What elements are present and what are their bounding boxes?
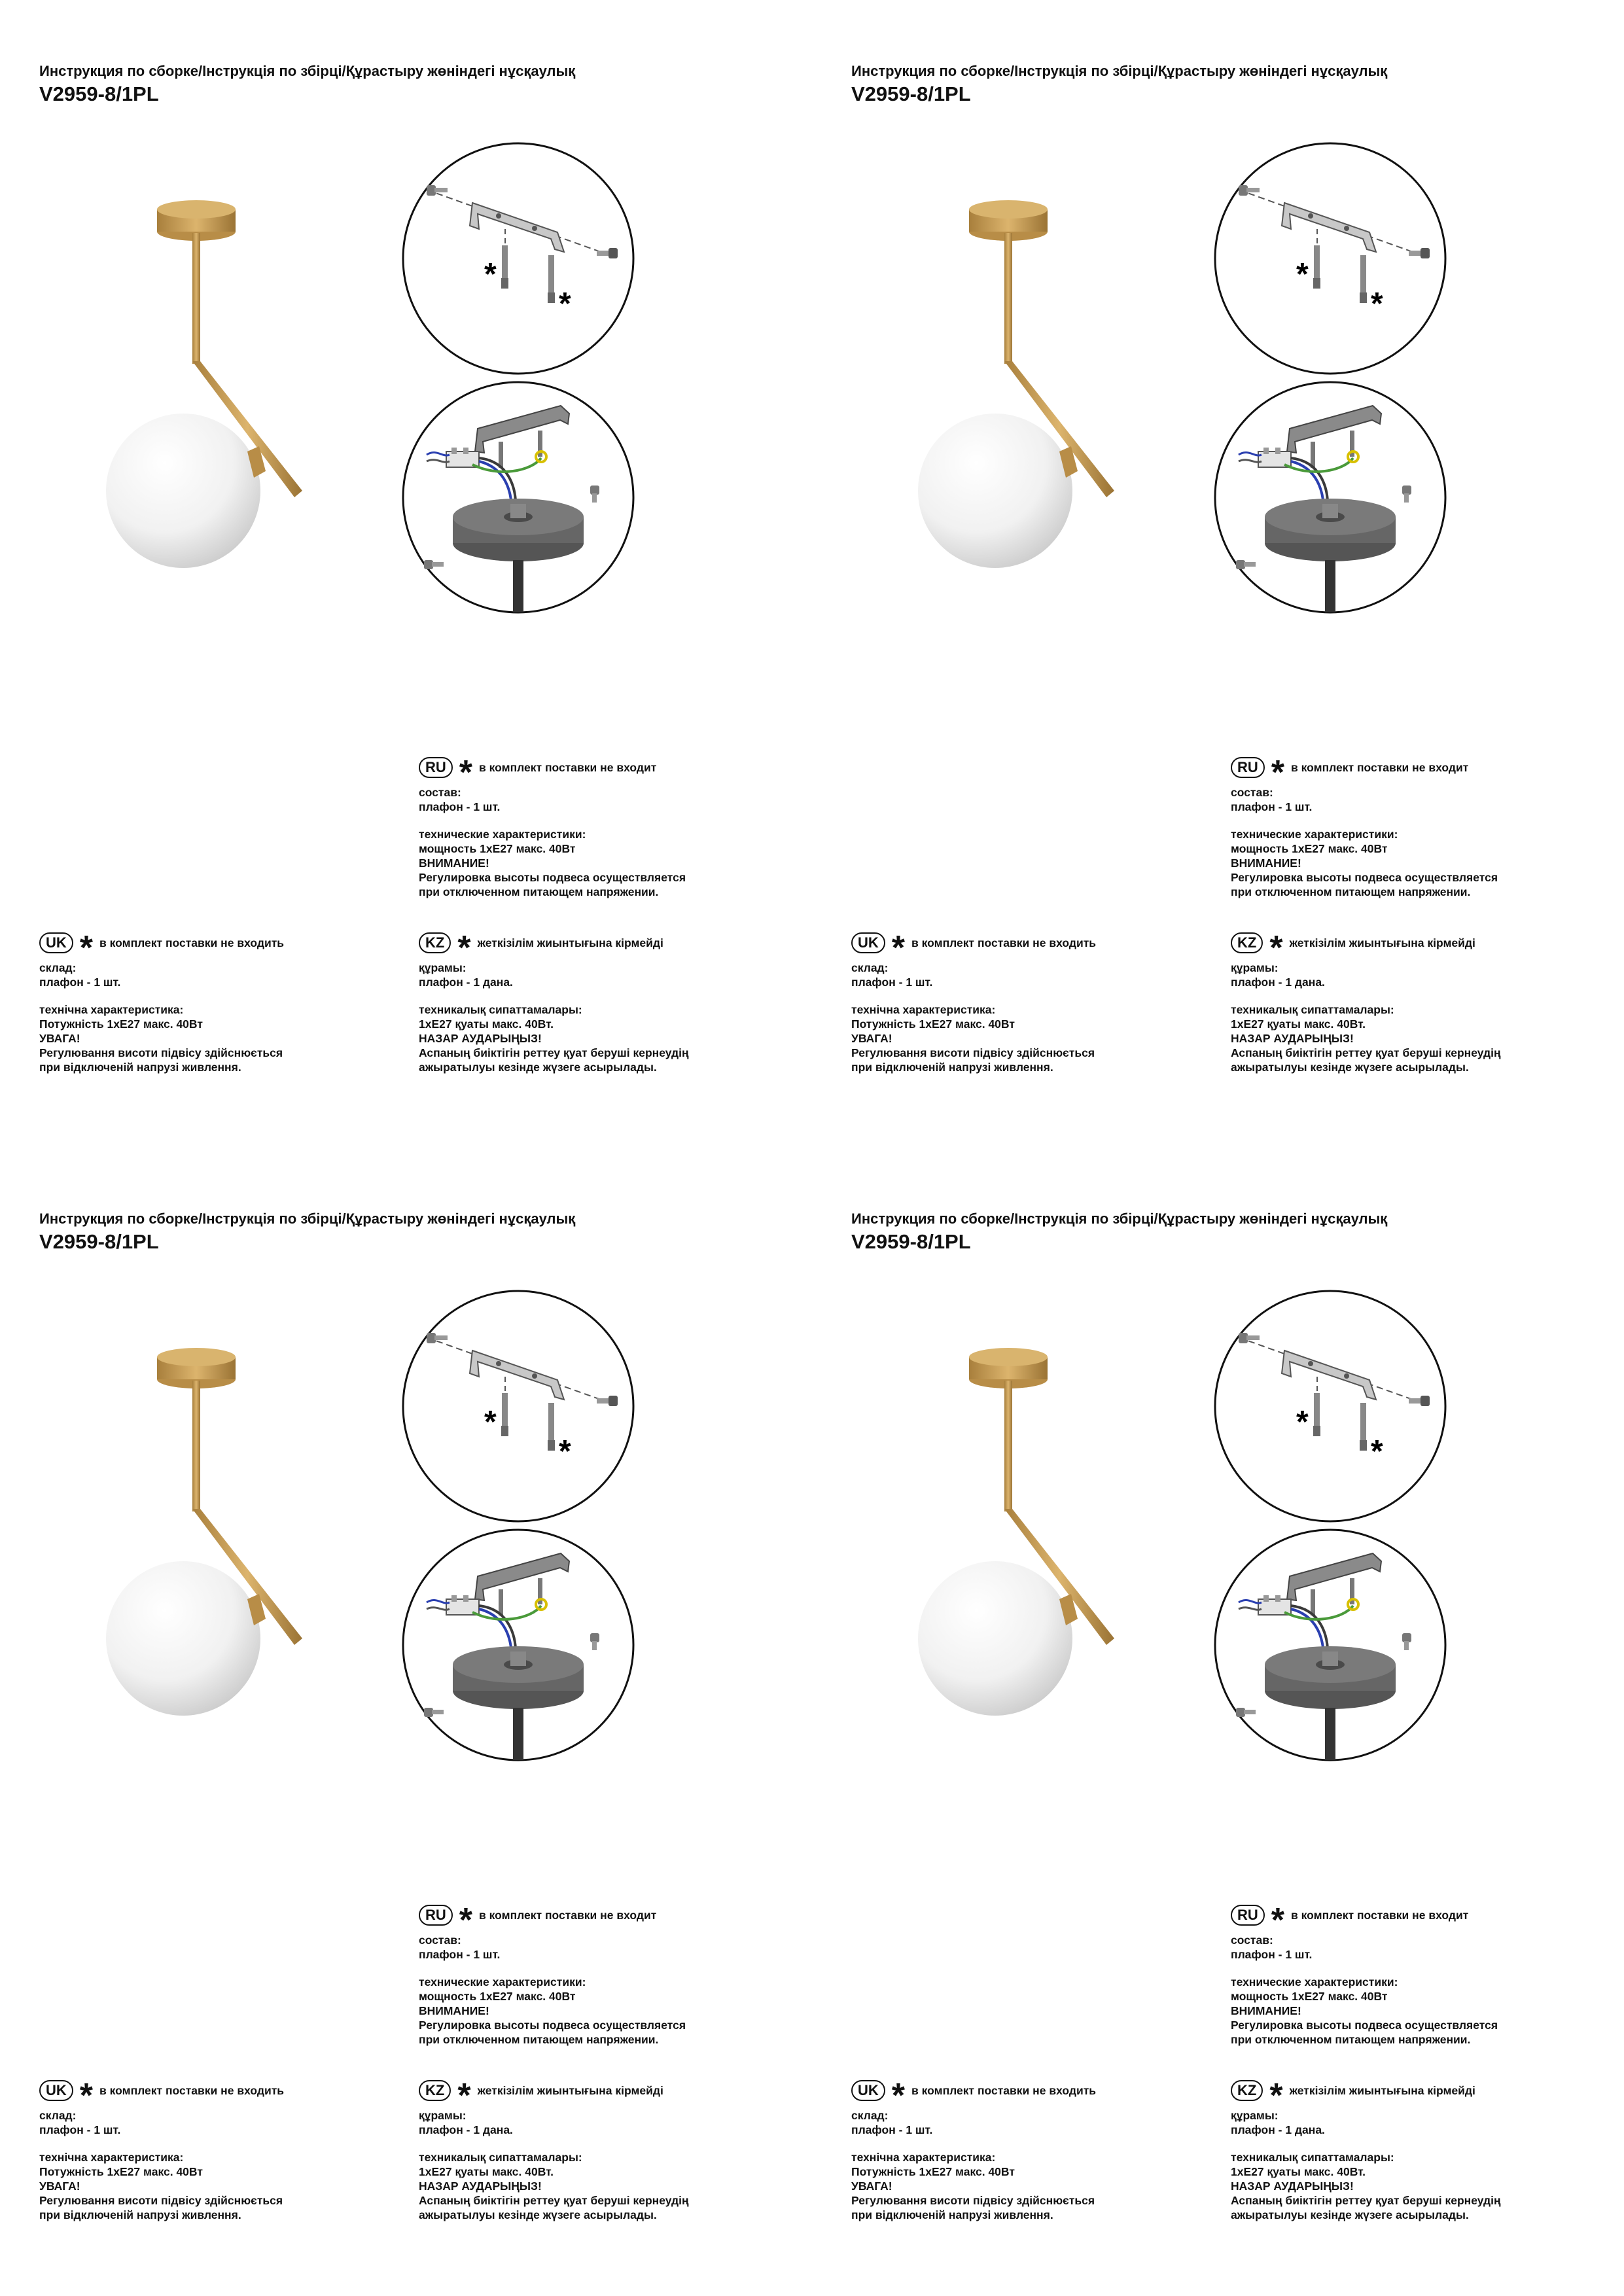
not-included-star: * [484, 257, 497, 292]
language-badge-ru: RU [419, 1905, 453, 1926]
kz-section [419, 928, 689, 1074]
asterisk-icon: * [459, 754, 473, 792]
not-included-note: в комплект поставки не входить [99, 936, 285, 949]
spec-line: при відключеній напрузі живлення. [851, 2208, 1053, 2221]
spec-line: при відключеній напрузі живлення. [39, 2208, 241, 2221]
dowel-right-icon [548, 255, 555, 303]
mounting-bracket-diagram [400, 141, 636, 376]
spec-line: плафон - 1 шт. [851, 2123, 933, 2136]
spec-line: ВНИМАНИЕ! [1231, 2004, 1301, 2017]
not-included-star: * [1371, 287, 1383, 321]
spec-line: плафон - 1 шт. [419, 1948, 501, 1961]
dowel-left-icon [1313, 245, 1320, 289]
spec-line: состав: [1231, 1934, 1273, 1947]
stem-rod [192, 1381, 200, 1511]
spec-line: мощность 1хE27 макс. 40Вт [1231, 842, 1388, 855]
instruction-sheet-bottom-right [812, 1148, 1624, 2295]
spec-lines [39, 2108, 284, 2222]
spec-line: техникалық сипаттамалары: [1231, 2151, 1394, 2164]
spec-line: Потужність 1хE27 макс. 40Вт [851, 1017, 1015, 1031]
spec-line: склад: [39, 2109, 77, 2122]
language-badge-uk: UK [39, 932, 73, 953]
spec-line: Регулировка высоты подвеса осуществляется [419, 2019, 686, 2032]
wiring-assembly-diagram [400, 380, 636, 615]
spec-line: Аспаның биіктігін реттеу қуат беруші кернеудің [1231, 2194, 1501, 2207]
spec-line: УВАГА! [39, 1032, 80, 1045]
spec-line: плафон - 1 дана. [419, 2123, 513, 2136]
not-included-note: в комплект поставки не входить [911, 936, 1097, 949]
spec-line: Аспаның биіктігін реттеу қуат беруші кернеудің [419, 2194, 689, 2207]
spec-line [39, 989, 284, 1002]
spec-line: склад: [39, 961, 77, 974]
spec-line [1231, 2137, 1501, 2150]
spec-line: НАЗАР АУДАРЫҢЫЗ! [1231, 1032, 1354, 1045]
spec-line: технічна характеристика: [851, 1003, 996, 1016]
spec-line [419, 2137, 689, 2150]
not-included-note: в комплект поставки не входит [479, 761, 657, 774]
dowel-left-icon [1313, 1393, 1320, 1436]
ru-section [419, 1900, 686, 2047]
kz-section [1231, 928, 1501, 1074]
not-included-note: жеткізілім жиынтығына кірмейді [477, 2084, 663, 2097]
asterisk-icon: * [1271, 1901, 1285, 1939]
spec-line: технические характеристики: [1231, 1975, 1398, 1988]
language-badge-kz: KZ [419, 932, 451, 953]
model-number: V2959-8/1PL [851, 82, 971, 105]
spec-line: 1хE27 қуаты макс. 40Вт. [1231, 1017, 1366, 1031]
spec-line: плафон - 1 шт. [39, 976, 121, 989]
dowel-left-icon [501, 245, 508, 289]
instruction-sheet-top-right [812, 0, 1624, 1148]
not-included-note: в комплект поставки не входит [479, 1909, 657, 1922]
stem-rod [1004, 1381, 1012, 1511]
spec-line: Регулировка высоты подвеса осуществляется [1231, 871, 1498, 884]
spec-line: плафон - 1 дана. [1231, 2123, 1325, 2136]
spec-line: НАЗАР АУДАРЫҢЫЗ! [419, 1032, 542, 1045]
instruction-title: Инструкция по сборке/Інструкція по збірці/Құрастыру жөніндегі нұсқаулық [39, 63, 576, 79]
lamp-illustration [910, 1337, 1133, 1743]
wiring-assembly-diagram [1212, 1527, 1448, 1763]
language-badge-ru: RU [1231, 1905, 1265, 1926]
language-badge-kz: KZ [1231, 2080, 1263, 2101]
not-included-star: * [559, 1434, 571, 1469]
spec-line: НАЗАР АУДАРЫҢЫЗ! [1231, 2180, 1354, 2193]
spec-line: склад: [851, 2109, 889, 2122]
spec-line: мощность 1хE27 макс. 40Вт [1231, 1990, 1388, 2003]
spec-line [851, 2137, 1096, 2150]
instruction-sheet-bottom-left [0, 1148, 812, 2295]
spec-line: құрамы: [419, 2109, 467, 2122]
language-badge-kz: KZ [1231, 932, 1263, 953]
spec-line: плафон - 1 дана. [419, 976, 513, 989]
dowel-right-icon [1360, 1403, 1367, 1451]
kz-section [1231, 2075, 1501, 2222]
spec-line: УВАГА! [851, 2180, 892, 2193]
spec-line: Регулювання висоти підвісу здійснюється [39, 2194, 283, 2207]
spec-line: ажыратылуы кезінде жүзеге асырылады. [419, 2208, 657, 2221]
spec-line: ажыратылуы кезінде жүзеге асырылады. [1231, 1061, 1469, 1074]
spec-line: Регулювання висоти підвісу здійснюється [39, 1046, 283, 1059]
spec-line: НАЗАР АУДАРЫҢЫЗ! [419, 2180, 542, 2193]
spec-line [1231, 989, 1501, 1002]
mounting-bracket-diagram [400, 1288, 636, 1524]
model-number: V2959-8/1PL [39, 82, 159, 105]
spec-line: 1хE27 қуаты макс. 40Вт. [1231, 2165, 1366, 2178]
spec-line: құрамы: [1231, 2109, 1279, 2122]
instruction-title: Инструкция по сборке/Інструкція по збірці/Құрастыру жөніндегі нұсқаулық [851, 63, 1388, 79]
stem-rod [192, 233, 200, 364]
stem-rod [1004, 233, 1012, 364]
spec-lines [419, 961, 689, 1074]
canopy-top [157, 200, 236, 219]
spec-line: техникалық сипаттамалары: [419, 1003, 582, 1016]
not-included-star: * [1296, 257, 1309, 292]
spec-lines [1231, 961, 1501, 1074]
canopy-top [157, 1348, 236, 1366]
spec-line: состав: [1231, 786, 1273, 799]
lamp-illustration [910, 190, 1133, 595]
asterisk-icon: * [457, 929, 471, 967]
ru-section [419, 752, 686, 899]
language-badge-kz: KZ [419, 2080, 451, 2101]
not-included-note: жеткізілім жиынтығына кірмейді [1289, 936, 1475, 949]
spec-line [419, 1962, 686, 1975]
uk-section [851, 2075, 1096, 2222]
spec-line: технические характеристики: [419, 828, 586, 841]
not-included-note: жеткізілім жиынтығына кірмейді [1289, 2084, 1475, 2097]
spec-lines [39, 961, 284, 1074]
spec-line [39, 2137, 284, 2150]
spec-lines [851, 961, 1096, 1074]
not-included-star: * [484, 1405, 497, 1439]
language-badge-uk: UK [39, 2080, 73, 2101]
language-badge-uk: UK [851, 2080, 885, 2101]
not-included-note: в комплект поставки не входить [99, 2084, 285, 2097]
not-included-note: в комплект поставки не входить [911, 2084, 1097, 2097]
spec-line: Регулювання висоти підвісу здійснюється [851, 2194, 1095, 2207]
asterisk-icon: * [891, 929, 906, 967]
uk-section [39, 2075, 284, 2222]
spec-line: ВНИМАНИЕ! [1231, 857, 1301, 870]
spec-line: құрамы: [419, 961, 467, 974]
uk-section [39, 928, 284, 1074]
not-included-note: в комплект поставки не входит [1291, 761, 1469, 774]
spec-line: техникалық сипаттамалары: [419, 2151, 582, 2164]
spec-lines [419, 785, 686, 899]
asterisk-icon: * [1269, 2077, 1283, 2115]
spec-line: Регулювання висоти підвісу здійснюється [851, 1046, 1095, 1059]
spec-lines [419, 1933, 686, 2047]
spec-lines [1231, 2108, 1501, 2222]
spec-line [419, 989, 689, 1002]
spec-line: Потужність 1хE27 макс. 40Вт [851, 2165, 1015, 2178]
spec-lines [851, 2108, 1096, 2222]
spec-line: техникалық сипаттамалары: [1231, 1003, 1394, 1016]
not-included-note: жеткізілім жиынтығына кірмейді [477, 936, 663, 949]
spec-line: Регулировка высоты подвеса осуществляется [419, 871, 686, 884]
spec-line: плафон - 1 шт. [39, 2123, 121, 2136]
lamp-illustration [98, 190, 321, 595]
spec-line [851, 989, 1096, 1002]
spec-line: ВНИМАНИЕ! [419, 857, 489, 870]
spec-line: құрамы: [1231, 961, 1279, 974]
wiring-assembly-diagram [400, 1527, 636, 1763]
not-included-star: * [1371, 1434, 1383, 1469]
spec-line: плафон - 1 шт. [1231, 1948, 1313, 1961]
spec-line: состав: [419, 786, 461, 799]
rod-icon [513, 560, 523, 612]
spec-line: плафон - 1 шт. [851, 976, 933, 989]
model-number: V2959-8/1PL [39, 1230, 159, 1253]
spec-line: плафон - 1 шт. [1231, 800, 1313, 813]
asterisk-icon: * [79, 2077, 94, 2115]
spec-line: при отключенном питающем напряжении. [1231, 885, 1471, 898]
ru-section [1231, 752, 1498, 899]
spec-line [1231, 814, 1498, 827]
glass-globe [918, 414, 1072, 568]
instruction-title: Инструкция по сборке/Інструкція по збірці/Құрастыру жөніндегі нұсқаулық [851, 1210, 1388, 1227]
instruction-sheet-top-left [0, 0, 812, 1148]
spec-line: 1хE27 қуаты макс. 40Вт. [419, 2165, 554, 2178]
spec-line: склад: [851, 961, 889, 974]
spec-line: мощность 1хE27 макс. 40Вт [419, 1990, 576, 2003]
asterisk-icon: * [459, 1901, 473, 1939]
spec-line: технические характеристики: [1231, 828, 1398, 841]
spec-line: 1хE27 қуаты макс. 40Вт. [419, 1017, 554, 1031]
rod-icon [1325, 560, 1335, 612]
spec-line: УВАГА! [39, 2180, 80, 2193]
spec-line: при отключенном питающем напряжении. [419, 2033, 659, 2046]
spec-line: состав: [419, 1934, 461, 1947]
glass-globe [106, 414, 260, 568]
spec-line: Регулировка высоты подвеса осуществляется [1231, 2019, 1498, 2032]
uk-section [851, 928, 1096, 1074]
mounting-bracket-diagram [1212, 141, 1448, 376]
asterisk-icon: * [1269, 929, 1283, 967]
spec-lines [419, 2108, 689, 2222]
mounting-bracket-diagram [1212, 1288, 1448, 1524]
canopy-top [969, 1348, 1048, 1366]
spec-line: мощность 1хE27 макс. 40Вт [419, 842, 576, 855]
spec-line: при отключенном питающем напряжении. [419, 885, 659, 898]
spec-line: Потужність 1хE27 макс. 40Вт [39, 1017, 203, 1031]
spec-line: технические характеристики: [419, 1975, 586, 1988]
ru-section [1231, 1900, 1498, 2047]
spec-line: Потужність 1хE27 макс. 40Вт [39, 2165, 203, 2178]
glass-globe [918, 1561, 1072, 1716]
spec-line: Аспаның биіктігін реттеу қуат беруші кернеудің [1231, 1046, 1501, 1059]
canopy-top [969, 200, 1048, 219]
asterisk-icon: * [1271, 754, 1285, 792]
wiring-assembly-diagram [1212, 380, 1448, 615]
spec-line: Аспаның биіктігін реттеу қуат беруші кернеудің [419, 1046, 689, 1059]
language-badge-uk: UK [851, 932, 885, 953]
language-badge-ru: RU [1231, 757, 1265, 778]
asterisk-icon: * [891, 2077, 906, 2115]
asterisk-icon: * [457, 2077, 471, 2115]
spec-lines [1231, 785, 1498, 899]
spec-line: технічна характеристика: [39, 1003, 184, 1016]
spec-line: при відключеній напрузі живлення. [39, 1061, 241, 1074]
asterisk-icon: * [79, 929, 94, 967]
spec-line: плафон - 1 шт. [419, 800, 501, 813]
spec-line: ВНИМАНИЕ! [419, 2004, 489, 2017]
spec-lines [1231, 1933, 1498, 2047]
spec-line [419, 814, 686, 827]
spec-line: при отключенном питающем напряжении. [1231, 2033, 1471, 2046]
dowel-right-icon [548, 1403, 555, 1451]
spec-line: плафон - 1 дана. [1231, 976, 1325, 989]
not-included-note: в комплект поставки не входит [1291, 1909, 1469, 1922]
rod-icon [1325, 1708, 1335, 1760]
instruction-title: Инструкция по сборке/Інструкція по збірці/Құрастыру жөніндегі нұсқаулық [39, 1210, 576, 1227]
spec-line: технічна характеристика: [851, 2151, 996, 2164]
spec-line: УВАГА! [851, 1032, 892, 1045]
spec-line: ажыратылуы кезінде жүзеге асырылады. [419, 1061, 657, 1074]
spec-line: при відключеній напрузі живлення. [851, 1061, 1053, 1074]
dowel-right-icon [1360, 255, 1367, 303]
not-included-star: * [1296, 1405, 1309, 1439]
not-included-star: * [559, 287, 571, 321]
spec-line [1231, 1962, 1498, 1975]
language-badge-ru: RU [419, 757, 453, 778]
model-number: V2959-8/1PL [851, 1230, 971, 1253]
lamp-illustration [98, 1337, 321, 1743]
spec-line: ажыратылуы кезінде жүзеге асырылады. [1231, 2208, 1469, 2221]
dowel-left-icon [501, 1393, 508, 1436]
glass-globe [106, 1561, 260, 1716]
kz-section [419, 2075, 689, 2222]
spec-line: технічна характеристика: [39, 2151, 184, 2164]
rod-icon [513, 1708, 523, 1760]
